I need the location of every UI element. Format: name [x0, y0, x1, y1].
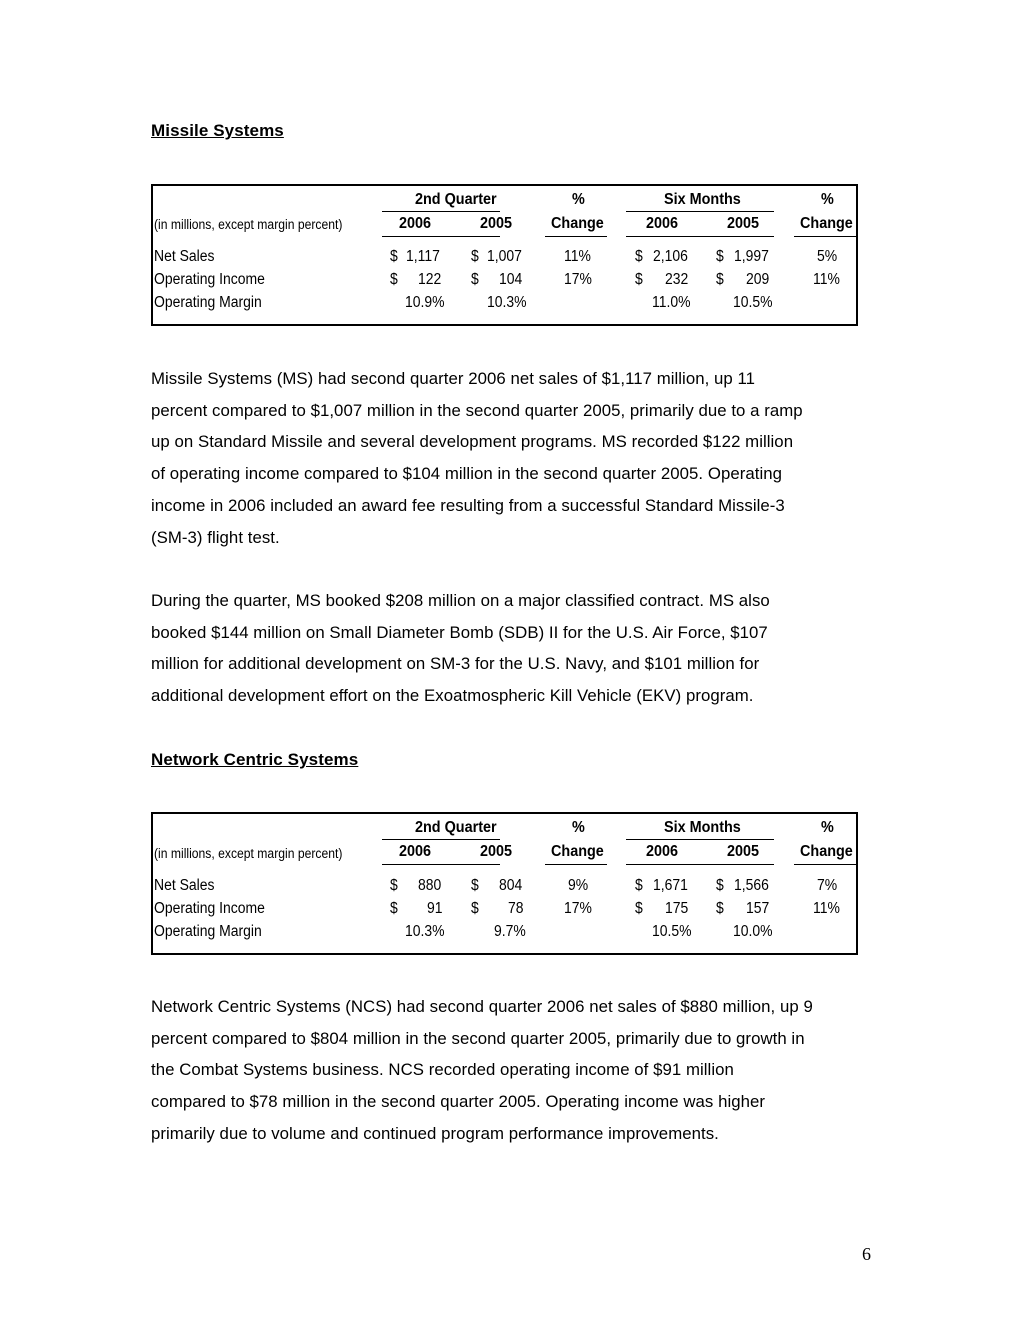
row-label-net-sales: Net Sales — [154, 248, 215, 265]
cell-q2-2005-margin: 9.7% — [494, 923, 526, 940]
cell-6m-2006: 232 — [665, 271, 689, 288]
currency-symbol: $ — [471, 877, 479, 894]
col-header-2006: 2006 — [399, 215, 432, 232]
network-centric-systems-table — [151, 812, 858, 955]
missile-systems-table — [151, 184, 858, 326]
text-line: compared to $78 million in the second quarter 2005. Operating income was higher — [151, 1092, 766, 1112]
cell-6m-change: 11% — [813, 271, 840, 288]
section-heading-network-centric-systems: Network Centric Systems — [151, 750, 359, 769]
cell-q2-2005: 104 — [499, 271, 523, 288]
cell-6m-change: 7% — [817, 877, 838, 894]
cell-q2-2005: 1,007 — [487, 248, 522, 265]
text-line: (SM-3) flight test. — [151, 527, 280, 547]
col-header-change: Change — [800, 215, 853, 232]
text-line: percent compared to $1,007 million in the second quarter 2005, primarily due to a ramp — [151, 400, 803, 420]
text-line: up on Standard Missile and several development programs. MS recorded $122 million — [151, 432, 794, 452]
group-header-six-months: Six Months — [664, 819, 741, 836]
cell-q2-2006-margin: 10.9% — [405, 294, 445, 311]
cell-6m-2005: 1,997 — [734, 248, 769, 265]
paragraph — [151, 363, 871, 553]
col-header-2005: 2005 — [727, 215, 760, 232]
cell-6m-2006: 1,671 — [653, 877, 688, 894]
text-line: Network Centric Systems (NCS) had second quarter 2006 net sales of $880 million, up 9 — [151, 997, 813, 1016]
group-header-six-months: Six Months — [664, 191, 741, 208]
group-header-2nd-quarter: 2nd Quarter — [415, 819, 497, 836]
section-heading-missile-systems: Missile Systems — [151, 121, 284, 140]
text-line: the Combat Systems business. NCS recorded operating income of $91 million — [151, 1060, 734, 1080]
col-header-2005: 2005 — [480, 843, 513, 860]
cell-6m-2006-margin: 10.5% — [652, 923, 692, 940]
currency-symbol: $ — [390, 271, 398, 288]
paragraph — [151, 991, 871, 1150]
currency-symbol: $ — [390, 248, 398, 265]
currency-symbol: $ — [471, 271, 479, 288]
currency-symbol: $ — [716, 877, 724, 894]
cell-q2-2006: 91 — [427, 900, 443, 917]
row-label-operating-income: Operating Income — [154, 271, 265, 288]
group-header-2nd-quarter: 2nd Quarter — [415, 191, 497, 208]
cell-q2-change: 17% — [564, 271, 592, 288]
text-line: of operating income compared to $104 million in the second quarter 2005. Operating — [151, 464, 782, 484]
units-label: (in millions, except margin percent) — [154, 846, 343, 861]
currency-symbol: $ — [635, 271, 643, 288]
row-label-operating-margin: Operating Margin — [154, 923, 262, 940]
currency-symbol: $ — [471, 248, 479, 265]
text-line: During the quarter, MS booked $208 million on a major classified contract. MS also — [151, 591, 770, 610]
col-header-change: Change — [551, 843, 604, 860]
col-header-change: Change — [800, 843, 853, 860]
text-line: additional development effort on the Exoatmospheric Kill Vehicle (EKV) program. — [151, 686, 754, 706]
cell-q2-2006-margin: 10.3% — [405, 923, 445, 940]
cell-6m-2005: 157 — [746, 900, 770, 917]
cell-q2-2005-margin: 10.3% — [487, 294, 527, 311]
currency-symbol: $ — [716, 900, 724, 917]
currency-symbol: $ — [635, 900, 643, 917]
cell-6m-2006-margin: 11.0% — [652, 294, 691, 311]
cell-6m-2006: 175 — [665, 900, 689, 917]
paragraph — [151, 585, 871, 712]
currency-symbol: $ — [635, 248, 643, 265]
cell-6m-2005-margin: 10.0% — [733, 923, 773, 940]
cell-q2-2005: 804 — [499, 877, 523, 894]
text-line: primarily due to volume and continued program performance improvements. — [151, 1123, 719, 1143]
currency-symbol: $ — [716, 248, 724, 265]
cell-q2-2005: 78 — [508, 900, 524, 917]
group-header-pct: % — [821, 819, 834, 836]
cell-6m-2006: 2,106 — [653, 248, 688, 265]
row-label-operating-margin: Operating Margin — [154, 294, 262, 311]
cell-q2-change: 9% — [568, 877, 589, 894]
currency-symbol: $ — [390, 877, 398, 894]
cell-q2-2006: 880 — [418, 877, 442, 894]
page-number: 6 — [862, 1244, 871, 1264]
group-header-pct: % — [572, 191, 585, 208]
cell-6m-change: 11% — [813, 900, 840, 917]
cell-6m-2005-margin: 10.5% — [733, 294, 773, 311]
units-label: (in millions, except margin percent) — [154, 217, 343, 232]
cell-6m-2005: 1,566 — [734, 877, 769, 894]
text-line: income in 2006 included an award fee resulting from a successful Standard Missile-3 — [151, 495, 785, 515]
text-line: percent compared to $804 million in the second quarter 2005, primarily due to growth in — [151, 1028, 805, 1048]
cell-q2-change: 11% — [564, 248, 591, 265]
currency-symbol: $ — [716, 271, 724, 288]
cell-6m-2005: 209 — [746, 271, 770, 288]
cell-q2-2006: 1,117 — [406, 248, 440, 265]
col-header-2006: 2006 — [646, 843, 679, 860]
currency-symbol: $ — [635, 877, 643, 894]
row-label-net-sales: Net Sales — [154, 877, 215, 894]
currency-symbol: $ — [471, 900, 479, 917]
cell-q2-change: 17% — [564, 900, 592, 917]
text-line: booked $144 million on Small Diameter Bomb (SDB) II for the U.S. Air Force, $107 — [151, 622, 768, 642]
text-line: Missile Systems (MS) had second quarter 2006 net sales of $1,117 million, up 11 — [151, 369, 756, 388]
cell-6m-change: 5% — [817, 248, 838, 265]
col-header-2006: 2006 — [646, 215, 679, 232]
text-line: million for additional development on SM-3 for the U.S. Navy, and $101 million for — [151, 654, 760, 674]
row-label-operating-income: Operating Income — [154, 900, 265, 917]
col-header-change: Change — [551, 215, 604, 232]
group-header-pct: % — [572, 819, 585, 836]
group-header-pct: % — [821, 191, 834, 208]
col-header-2006: 2006 — [399, 843, 432, 860]
col-header-2005: 2005 — [727, 843, 760, 860]
currency-symbol: $ — [390, 900, 398, 917]
cell-q2-2006: 122 — [418, 271, 442, 288]
col-header-2005: 2005 — [480, 215, 513, 232]
